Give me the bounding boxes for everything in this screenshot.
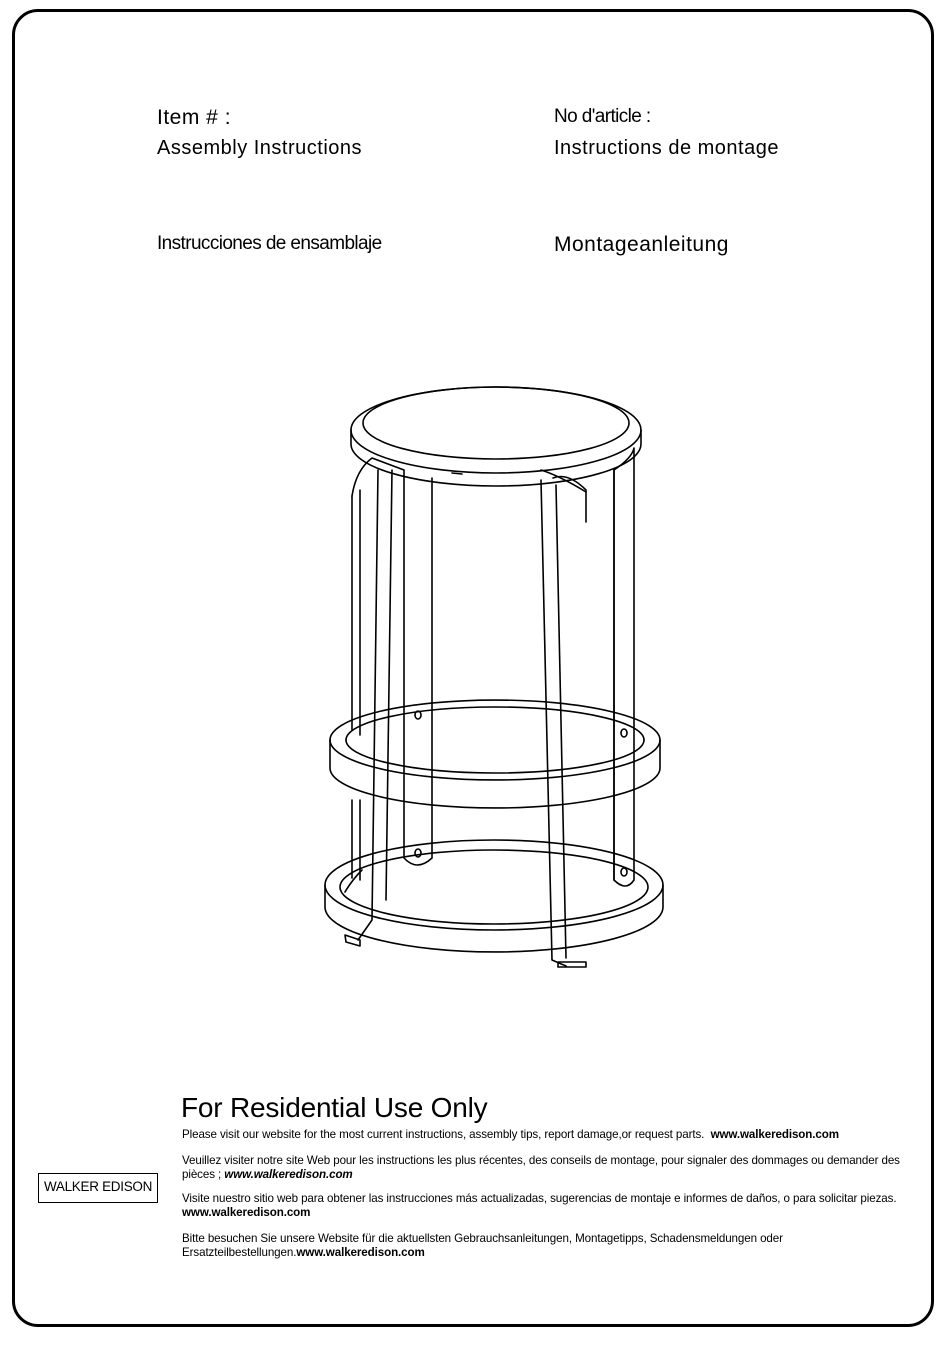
item-number-label: Item # : (157, 106, 232, 129)
item-number-label-fr: No d'article : (554, 106, 651, 127)
assembly-instructions-title-de: Montageanleitung (554, 233, 729, 256)
bar-stool-illustration (300, 370, 700, 980)
website-link-es[interactable]: www.walkeredison.com (182, 1206, 311, 1219)
website-link-en[interactable]: www.walkeredison.com (710, 1128, 839, 1141)
assembly-instructions-title-es: Instrucciones de ensamblaje (157, 233, 382, 254)
assembly-instructions-title: Assembly Instructions (157, 137, 363, 159)
note-es-text: Visite nuestro sitio web para obtener las instrucciones más actualizadas, sugerencias de montaje e informes de daños, o para solicitar piezas. (182, 1192, 897, 1205)
assembly-instructions-title-fr: Instructions de montage (554, 137, 779, 159)
note-fr-text: Veuillez visiter notre site Web pour les instructions les plus récentes, des conseils de montage, pour signaler des dommages ou demander des pièces ; (182, 1154, 900, 1181)
note-fr (182, 1154, 912, 1182)
website-link-fr[interactable]: www.walkeredison.com (224, 1168, 353, 1181)
walker-edison-logo (38, 1173, 158, 1209)
residential-use-heading: For Residential Use Only (181, 1092, 488, 1123)
note-de (182, 1232, 912, 1260)
note-es (182, 1192, 912, 1220)
website-link-de[interactable]: www.walkeredison.com (296, 1246, 425, 1259)
note-de-text: Bitte besuchen Sie unsere Website für die aktuellsten Gebrauchsanleitungen, Montagetipps, Schadensmeldungen oder Ersatzteilbestellungen. (182, 1232, 783, 1259)
note-en-text: Please visit our website for the most current instructions, assembly tips, report damage,or request parts. (182, 1128, 705, 1141)
brand-name: WALKER EDISON (43, 1179, 153, 1194)
note-en (182, 1128, 912, 1142)
